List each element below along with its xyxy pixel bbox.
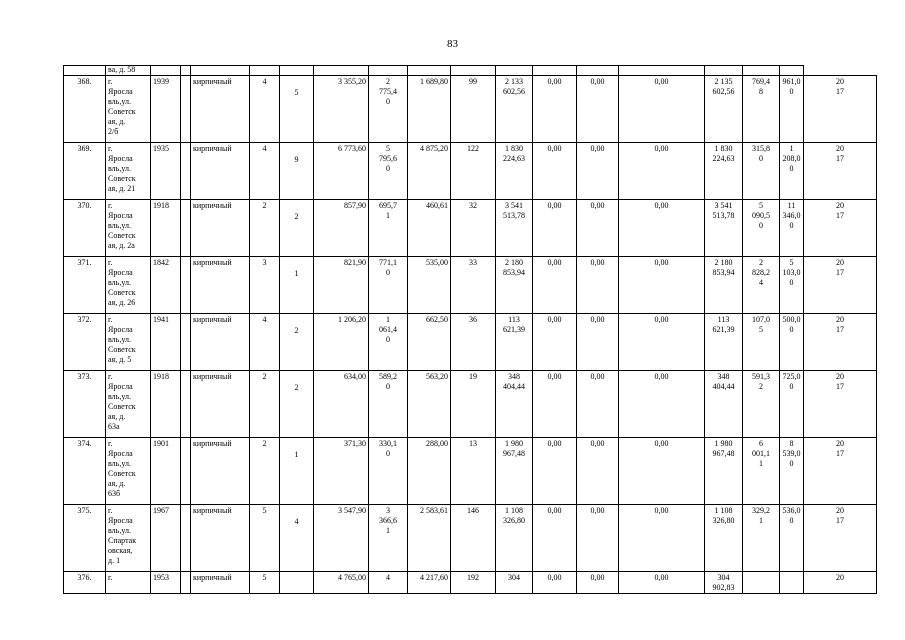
value-cell: 0,00 [533, 438, 577, 505]
material-cell: кирпичный [191, 572, 250, 594]
fragment-address: ва, д. 58 [106, 66, 151, 76]
area-cell: 821,90 [314, 257, 369, 314]
value-cell: 0,00 [619, 505, 705, 572]
living-area-cell: 4 [369, 572, 408, 594]
address-cell: г. Яросла вль,ул. Советск ая, д. 21 [106, 143, 151, 200]
value-cell: 0,00 [619, 76, 705, 143]
table-row [64, 505, 877, 572]
residential-area-cell: 563,20 [408, 371, 451, 438]
living-area-cell: 5 795,6 0 [369, 143, 408, 200]
year-plan-cell: 20 17 [804, 143, 877, 200]
value-cell: 0,00 [533, 314, 577, 371]
material-cell: кирпичный [191, 371, 250, 438]
max-cost-cell: 536,0 0 [780, 505, 804, 572]
year-cell: 1918 [151, 371, 181, 438]
year-plan-cell: 20 17 [804, 438, 877, 505]
table-row [64, 76, 877, 143]
value-cell: 0,00 [577, 257, 619, 314]
total-cost-cell: 113 621,39 [705, 314, 743, 371]
year-cell: 1901 [151, 438, 181, 505]
residents-cell: 19 [451, 371, 496, 438]
entrances-cell: 5 [280, 76, 314, 143]
entrances-cell: 9 [280, 143, 314, 200]
year-cell: 1967 [151, 505, 181, 572]
floors-cell: 2 [250, 438, 280, 505]
value-cell: 0,00 [577, 200, 619, 257]
living-area-cell: 2 775,4 0 [369, 76, 408, 143]
unit-cost-cell: 329,2 1 [743, 505, 780, 572]
blank-cell [181, 371, 191, 438]
row-number: 372. [64, 314, 106, 371]
table-row [64, 257, 877, 314]
floors-cell: 2 [250, 371, 280, 438]
total-cost-cell: 2 135 602,56 [705, 76, 743, 143]
value-cell: 0,00 [533, 257, 577, 314]
material-cell: кирпичный [191, 257, 250, 314]
floors-cell: 3 [250, 257, 280, 314]
value-cell: 0,00 [577, 438, 619, 505]
residents-cell: 192 [451, 572, 496, 594]
area-cell: 857,90 [314, 200, 369, 257]
cost-cell: 3 541 513,78 [496, 200, 533, 257]
value-cell: 0,00 [533, 200, 577, 257]
residential-area-cell: 288,00 [408, 438, 451, 505]
table-row [64, 200, 877, 257]
value-cell: 0,00 [577, 143, 619, 200]
living-area-cell: 589,2 0 [369, 371, 408, 438]
year-cell: 1918 [151, 200, 181, 257]
blank-cell [181, 505, 191, 572]
material-cell: кирпичный [191, 200, 250, 257]
table-row [64, 438, 877, 505]
address-cell: г. Яросла вль,ул. Советск ая, д. 5 [106, 314, 151, 371]
material-cell: кирпичный [191, 314, 250, 371]
row-number: 373. [64, 371, 106, 438]
material-cell: кирпичный [191, 438, 250, 505]
value-cell: 0,00 [577, 314, 619, 371]
table-row [64, 371, 877, 438]
year-cell: 1842 [151, 257, 181, 314]
unit-cost-cell: 591,3 2 [743, 371, 780, 438]
floors-cell: 4 [250, 143, 280, 200]
blank-cell [181, 143, 191, 200]
residents-cell: 99 [451, 76, 496, 143]
max-cost-cell: 8 539,0 0 [780, 438, 804, 505]
floors-cell: 5 [250, 572, 280, 594]
unit-cost-cell: 315,8 0 [743, 143, 780, 200]
year-plan-cell: 20 17 [804, 505, 877, 572]
max-cost-cell: 961,0 0 [780, 76, 804, 143]
value-cell: 0,00 [533, 572, 577, 594]
material-cell: кирпичный [191, 505, 250, 572]
page-number: 83 [447, 38, 458, 50]
address-cell: г. Яросла вль,ул. Советск ая, д. 26 [106, 257, 151, 314]
residential-area-cell: 4 217,60 [408, 572, 451, 594]
address-cell: г. Яросла вль,ул. Советск ая, д. 63б [106, 438, 151, 505]
residential-area-cell: 535,00 [408, 257, 451, 314]
blank-cell [181, 314, 191, 371]
table-row [64, 572, 877, 594]
residents-cell: 33 [451, 257, 496, 314]
row-number: 371. [64, 257, 106, 314]
material-cell: кирпичный [191, 76, 250, 143]
row-number: 369. [64, 143, 106, 200]
year-cell: 1935 [151, 143, 181, 200]
cost-cell: 2 133 602,56 [496, 76, 533, 143]
cost-cell: 1 108 326,80 [496, 505, 533, 572]
blank-cell [181, 257, 191, 314]
value-cell: 0,00 [533, 505, 577, 572]
row-number: 376. [64, 572, 106, 594]
total-cost-cell: 3 541 513,78 [705, 200, 743, 257]
total-cost-cell: 1 830 224,63 [705, 143, 743, 200]
table-row-fragment [64, 66, 877, 76]
area-cell: 634,00 [314, 371, 369, 438]
floors-cell: 2 [250, 200, 280, 257]
value-cell: 0,00 [619, 438, 705, 505]
max-cost-cell: 11 346,0 0 [780, 200, 804, 257]
residents-cell: 13 [451, 438, 496, 505]
max-cost-cell: 725,0 0 [780, 371, 804, 438]
value-cell: 0,00 [619, 200, 705, 257]
residential-area-cell: 460,61 [408, 200, 451, 257]
value-cell: 0,00 [619, 572, 705, 594]
value-cell: 0,00 [577, 505, 619, 572]
blank-cell [181, 572, 191, 594]
address-cell: г. Яросла вль,ул. Спартак овская, д. 1 [106, 505, 151, 572]
residential-area-cell: 1 689,80 [408, 76, 451, 143]
year-plan-cell: 20 17 [804, 371, 877, 438]
total-cost-cell: 1 108 326,80 [705, 505, 743, 572]
max-cost-cell: 5 103,0 0 [780, 257, 804, 314]
year-cell: 1939 [151, 76, 181, 143]
residents-cell: 146 [451, 505, 496, 572]
floors-cell: 4 [250, 314, 280, 371]
year-plan-cell: 20 [804, 572, 877, 594]
blank-cell [181, 438, 191, 505]
residents-cell: 32 [451, 200, 496, 257]
entrances-cell [280, 572, 314, 594]
blank-cell [181, 76, 191, 143]
cost-cell: 2 180 853,94 [496, 257, 533, 314]
value-cell: 0,00 [533, 371, 577, 438]
total-cost-cell: 2 180 853,94 [705, 257, 743, 314]
living-area-cell: 695,7 1 [369, 200, 408, 257]
year-cell: 1941 [151, 314, 181, 371]
residents-cell: 36 [451, 314, 496, 371]
floors-cell: 4 [250, 76, 280, 143]
row-number: 370. [64, 200, 106, 257]
cost-cell: 113 621,39 [496, 314, 533, 371]
unit-cost-cell: 107,0 5 [743, 314, 780, 371]
cost-cell: 1 980 967,48 [496, 438, 533, 505]
max-cost-cell: 500,0 0 [780, 314, 804, 371]
year-plan-cell: 20 17 [804, 257, 877, 314]
area-cell: 371,30 [314, 438, 369, 505]
total-cost-cell: 1 980 967,48 [705, 438, 743, 505]
row-number: 375. [64, 505, 106, 572]
residential-area-cell: 2 583,61 [408, 505, 451, 572]
area-cell: 4 765,00 [314, 572, 369, 594]
cost-cell: 304 [496, 572, 533, 594]
total-cost-cell: 304 902,83 [705, 572, 743, 594]
table-row [64, 143, 877, 200]
area-cell: 1 206,20 [314, 314, 369, 371]
material-cell: кирпичный [191, 143, 250, 200]
row-number: 368. [64, 76, 106, 143]
housing-table [63, 65, 877, 594]
total-cost-cell: 348 404,44 [705, 371, 743, 438]
value-cell: 0,00 [577, 572, 619, 594]
living-area-cell: 1 061,4 0 [369, 314, 408, 371]
year-plan-cell: 20 17 [804, 76, 877, 143]
blank-cell [181, 200, 191, 257]
entrances-cell: 2 [280, 314, 314, 371]
area-cell: 3 355,20 [314, 76, 369, 143]
unit-cost-cell: 6 001,1 1 [743, 438, 780, 505]
table-row [64, 314, 877, 371]
living-area-cell: 330,1 0 [369, 438, 408, 505]
area-cell: 3 547,90 [314, 505, 369, 572]
value-cell: 0,00 [619, 257, 705, 314]
floors-cell: 5 [250, 505, 280, 572]
area-cell: 6 773,60 [314, 143, 369, 200]
year-plan-cell: 20 17 [804, 314, 877, 371]
max-cost-cell [780, 572, 804, 594]
max-cost-cell: 1 208,0 0 [780, 143, 804, 200]
entrances-cell: 2 [280, 200, 314, 257]
living-area-cell: 3 366,6 1 [369, 505, 408, 572]
residents-cell: 122 [451, 143, 496, 200]
value-cell: 0,00 [619, 371, 705, 438]
residential-area-cell: 662,50 [408, 314, 451, 371]
unit-cost-cell: 769,4 8 [743, 76, 780, 143]
address-cell: г. Яросла вль,ул. Советск ая, д. 2а [106, 200, 151, 257]
cost-cell: 1 830 224,63 [496, 143, 533, 200]
unit-cost-cell: 2 828,2 4 [743, 257, 780, 314]
living-area-cell: 771,1 0 [369, 257, 408, 314]
address-cell: г. Яросла вль,ул. Советск ая, д. 63а [106, 371, 151, 438]
value-cell: 0,00 [577, 76, 619, 143]
residential-area-cell: 4 875,20 [408, 143, 451, 200]
entrances-cell: 1 [280, 257, 314, 314]
entrances-cell: 1 [280, 438, 314, 505]
year-plan-cell: 20 17 [804, 200, 877, 257]
value-cell: 0,00 [577, 371, 619, 438]
cost-cell: 348 404,44 [496, 371, 533, 438]
address-cell: г. [106, 572, 151, 594]
entrances-cell: 4 [280, 505, 314, 572]
value-cell: 0,00 [619, 143, 705, 200]
value-cell: 0,00 [533, 143, 577, 200]
row-number: 374. [64, 438, 106, 505]
year-cell: 1953 [151, 572, 181, 594]
unit-cost-cell [743, 572, 780, 594]
unit-cost-cell: 5 090,5 0 [743, 200, 780, 257]
value-cell: 0,00 [619, 314, 705, 371]
entrances-cell: 2 [280, 371, 314, 438]
value-cell: 0,00 [533, 76, 577, 143]
address-cell: г. Яросла вль,ул. Советск ая, д. 2/б [106, 76, 151, 143]
